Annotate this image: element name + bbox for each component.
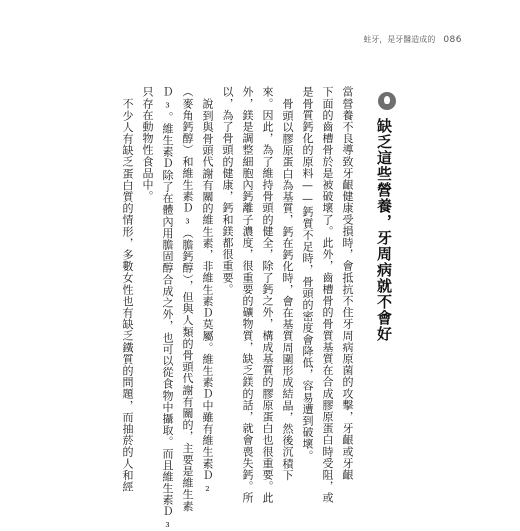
body-line-7: 以，為了骨頭的健康，鈣和鎂都很重要。 bbox=[221, 86, 234, 295]
body-line-4: 骨頭以膠原蛋白為基質，鈣在鈣化時，會在基質周圍形成結晶，然後沉積下 bbox=[281, 98, 294, 481]
tooth-badge-icon bbox=[378, 92, 396, 110]
body-line-1: 當營養不良導致牙齦健康受損時，會抵抗不住牙周病原菌的攻擊，牙齦或牙齦 bbox=[341, 86, 354, 481]
body-line-5: 來。因此，為了維持骨頭的健全，除了鈣之外，構成基質的膠原蛋白也很重要。此 bbox=[261, 86, 274, 504]
page-number: 086 bbox=[443, 35, 462, 45]
body-line-3: 是骨質鈣化的原料——鈣質不足時，骨頭的密度會降低，容易遭到破壞。 bbox=[301, 86, 314, 462]
running-head bbox=[363, 34, 462, 45]
body-line-11: 只存在動物性食品中。 bbox=[141, 86, 154, 202]
body-line-9: （麥角鈣醇）和維生素Ｄ₃（膽鈣醇），但與人類的骨頭代謝有關的，主要是維生素 bbox=[181, 86, 194, 512]
running-head-title: 蛀牙，是牙醫造成的 bbox=[363, 35, 436, 44]
body-line-6: 外，鎂是調整細胞內鈣離子濃度，很重要的礦物質，缺乏鎂的話，就會喪失鈣。所 bbox=[241, 86, 254, 504]
body-line-2: 下面的齒槽骨於是被破壞了。此外，齒槽骨的骨質基質在合成膠原蛋白時受阻，或 bbox=[321, 86, 334, 504]
body-line-8: 說到與骨頭代謝有關的維生素，非維生素Ｄ莫屬。維生素Ｄ中雖有維生素Ｄ₂ bbox=[201, 98, 214, 495]
body-line-10: Ｄ₃。維生素Ｄ除了在體內用膽固醇合成之外，也可以從食物中攝取。而且維生素Ｄ₃ bbox=[161, 86, 174, 531]
section-title: 缺乏這些營養，牙周病就不會好 bbox=[375, 118, 393, 342]
body-line-12: 不少人有缺乏蛋白質的情形，多數女性也有缺乏鐵質的問題，而抽菸的人和經 bbox=[121, 98, 134, 493]
